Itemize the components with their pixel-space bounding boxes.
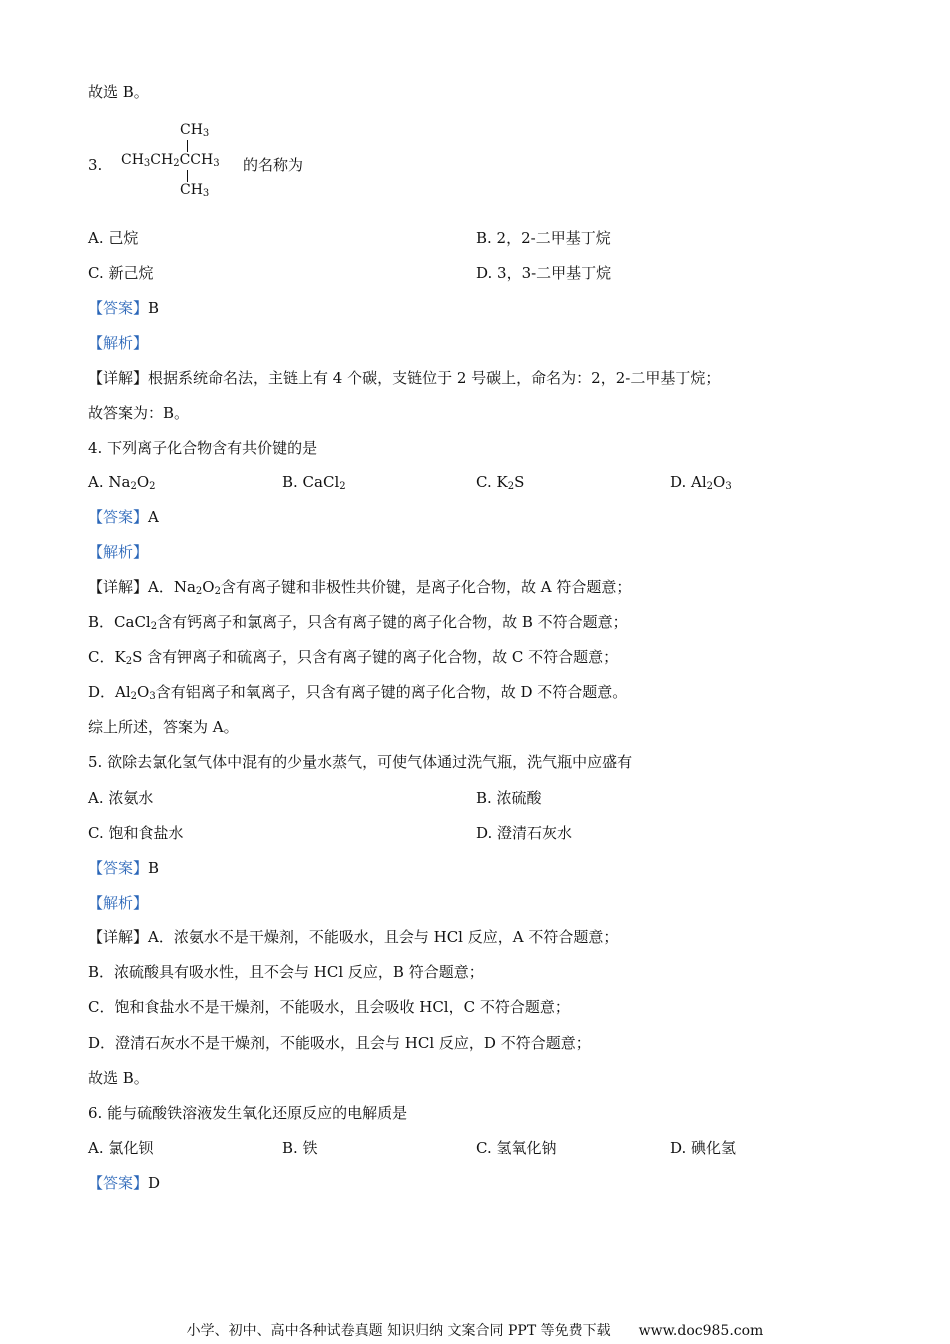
q5-detail-c: C．饱和食盐水不是干燥剂，不能吸水，且会吸收 HCl，C 不符合题意； <box>88 998 570 1016</box>
q6-option-c: C. 氢氧化钠 <box>476 1139 557 1157</box>
q4-option-b: B. CaCl$_2$ <box>282 473 346 492</box>
q4-analysis-tag: 【解析】 <box>88 543 149 561</box>
q4-option-d: D. $Al_2O_3$ <box>670 473 732 492</box>
q3-question-text: 的名称为 <box>243 156 304 174</box>
q6-option-b: B. 铁 <box>282 1139 318 1157</box>
q5-question: 5. 欲除去氯化氢气体中混有的少量水蒸气，可使气体通过洗气瓶，洗气瓶中应盛有 <box>88 753 633 771</box>
q4-question: 4. 下列离子化合物含有共价键的是 <box>88 439 318 457</box>
formula-bottom-group: $CH_3$ <box>180 182 210 199</box>
q4-detail-a: 【详解】A．$Na_2O_2$含有离子键和非极性共价键，是离子化合物，故 A 符合题意； <box>88 578 632 597</box>
formula-bottom-bond <box>187 170 188 182</box>
structural-formula <box>118 118 238 202</box>
footer-text: 小学、初中、高中各种试卷真题 知识归纳 文案合同 PPT 等免费下载 <box>186 1323 611 1339</box>
q4-detail-b: B．CaCl$_2$含有钙离子和氯离子，只含有离子键的离子化合物，故 B 不符合题意； <box>88 613 628 632</box>
q3-number: 3. <box>88 156 103 174</box>
q4-option-c: C. $K_2S$ <box>476 473 525 492</box>
q4-detail-d: D．$Al_2O_3$含有铝离子和氧离子，只含有离子键的离子化合物，故 D 不符合题意。 <box>88 683 628 702</box>
footer-site-link[interactable]: www.doc985.com <box>638 1323 764 1339</box>
q5-option-b: B. 浓硫酸 <box>476 789 542 807</box>
q4-answer: 【答案】A <box>88 508 159 526</box>
q5-detail-d: D．澄清石灰水不是干燥剂，不能吸水，且会与 HCl 反应，D 不符合题意； <box>88 1034 591 1052</box>
q5-option-c: C. 饱和食盐水 <box>88 824 184 842</box>
page-footer <box>0 1322 950 1340</box>
formula-main-chain: $CH_3CH_2CCH_3$ <box>121 152 220 169</box>
q6-option-a: A. 氯化钡 <box>88 1139 154 1157</box>
q5-analysis-tag: 【解析】 <box>88 894 149 912</box>
q3-detail: 【详解】根据系统命名法，主链上有 4 个碳，支链位于 2 号碳上，命名为：2，2-二甲基丁烷； <box>88 369 721 387</box>
answer-tag: 【答案】 <box>88 299 149 317</box>
q3-analysis-tag: 【解析】 <box>88 334 149 352</box>
conclusion-line: 故选 B。 <box>88 83 149 101</box>
q5-option-a: A. 浓氨水 <box>88 789 154 807</box>
q6-answer: 【答案】D <box>88 1174 161 1192</box>
q4-conclusion: 综上所述，答案为 A。 <box>88 718 239 736</box>
q5-conclusion: 故选 B。 <box>88 1069 149 1087</box>
q6-question: 6. 能与硫酸铁溶液发生氧化还原反应的电解质是 <box>88 1104 408 1122</box>
q5-answer: 【答案】B <box>88 859 160 877</box>
q3-conclusion: 故答案为：B。 <box>88 404 190 422</box>
q5-option-d: D. 澄清石灰水 <box>476 824 573 842</box>
formula-top-bond <box>187 140 188 152</box>
q4-detail-c: C．$K_2S$ 含有钾离子和硫离子，只含有离子键的离子化合物，故 C 不符合题意； <box>88 648 619 667</box>
q4-option-a: A. $Na_2O_2$ <box>88 473 156 492</box>
q3-option-b: B. 2，2-二甲基丁烷 <box>476 229 611 247</box>
q3-option-a: A. 己烷 <box>88 229 139 247</box>
q3-option-d: D. 3，3-二甲基丁烷 <box>476 264 612 282</box>
q3-option-c: C. 新己烷 <box>88 264 154 282</box>
q5-detail-a: 【详解】A．浓氨水不是干燥剂，不能吸水，且会与 HCl 反应，A 不符合题意； <box>88 928 619 946</box>
formula-top-group: $CH_3$ <box>180 122 210 139</box>
q5-detail-b: B．浓硫酸具有吸水性，且不会与 HCl 反应，B 符合题意； <box>88 963 484 981</box>
q3-answer: 【答案】B <box>88 299 160 317</box>
q6-option-d: D. 碘化氢 <box>670 1139 737 1157</box>
